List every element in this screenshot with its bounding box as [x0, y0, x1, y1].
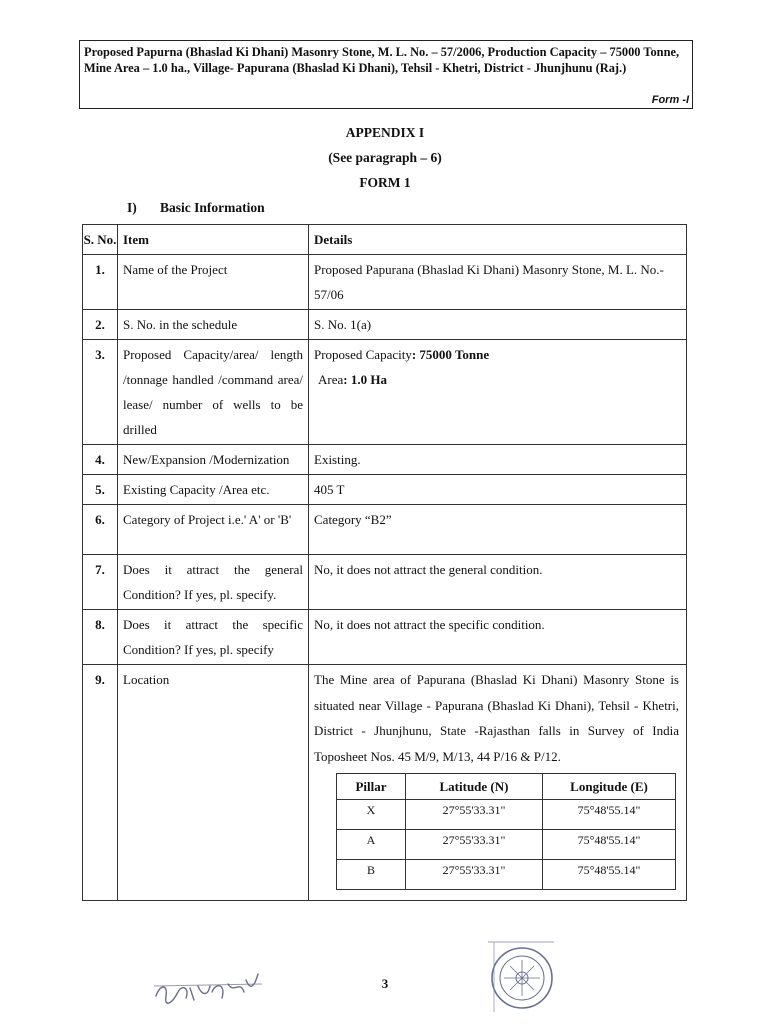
row-details — [309, 665, 687, 901]
pillar-id: B — [337, 860, 406, 890]
row-sno: 2. — [83, 310, 118, 340]
location-description: The Mine area of Papurana (Bhaslad Ki Dhani) Masonry Stone is situated near Village - Papurana (Bhaslad Ki Dhani), Tehsil - Khetri, District - Jhunjhunu, State -Rajasthan falls in Survey of India Toposheet Nos. 45 M/9, M/13, 44 P/16 & P/12. — [314, 672, 679, 764]
page-number: 3 — [381, 976, 389, 991]
row-details: No, it does not attract the specific condition. — [309, 610, 687, 665]
row-details: No, it does not attract the general condition. — [309, 555, 687, 610]
row-sno: 4. — [83, 445, 118, 475]
latitude-header: Latitude (N) — [406, 774, 543, 800]
row-item: Name of the Project — [118, 255, 309, 310]
section-heading — [127, 200, 265, 216]
pillar-id: X — [337, 800, 406, 830]
row-details — [309, 340, 687, 445]
row-sno: 8. — [83, 610, 118, 665]
document-header — [79, 40, 693, 109]
header-sno: S. No. — [83, 225, 118, 255]
row-details: 405 T — [309, 475, 687, 505]
pillar-header: Pillar — [337, 774, 406, 800]
row-details: Category “B2” — [309, 505, 687, 555]
appendix-title: APPENDIX I — [345, 125, 425, 140]
capacity-label: Proposed Capacity — [314, 347, 412, 362]
row-sno: 7. — [83, 555, 118, 610]
row-item: Location — [118, 665, 309, 901]
table-row — [83, 665, 687, 901]
basic-information-table — [82, 224, 687, 901]
table-row — [83, 310, 687, 340]
pillar-row — [337, 830, 676, 860]
pillar-longitude: 75°48'55.14" — [543, 860, 676, 890]
pillar-coordinates-table — [336, 773, 676, 890]
row-item: Category of Project i.e.' A' or 'B' — [118, 505, 309, 555]
table-row — [83, 340, 687, 445]
pillar-longitude: 75°48'55.14" — [543, 800, 676, 830]
pillar-latitude: 27°55'33.31" — [406, 800, 543, 830]
pillar-latitude: 27°55'33.31" — [406, 860, 543, 890]
row-details: Proposed Papurana (Bhaslad Ki Dhani) Masonry Stone, M. L. No.- 57/06 — [309, 255, 687, 310]
row-item: Existing Capacity /Area etc. — [118, 475, 309, 505]
row-sno: 6. — [83, 505, 118, 555]
area-line — [314, 367, 681, 392]
row-details: Existing. — [309, 445, 687, 475]
row-item: Does it attract the specific Condition? If yes, pl. specify — [118, 610, 309, 665]
signature-image — [150, 966, 270, 1010]
table-row — [83, 255, 687, 310]
table-row — [83, 505, 687, 555]
pillar-latitude: 27°55'33.31" — [406, 830, 543, 860]
header-details: Details — [309, 225, 687, 255]
row-sno: 3. — [83, 340, 118, 445]
paragraph-reference: (See paragraph – 6) — [328, 150, 442, 165]
table-row — [83, 475, 687, 505]
pillar-longitude: 75°48'55.14" — [543, 830, 676, 860]
row-item: Proposed Capacity/area/ length /tonnage handled /command area/ lease/ number of wells to be drilled — [118, 340, 309, 445]
pillar-row — [337, 860, 676, 890]
row-sno: 1. — [83, 255, 118, 310]
row-item: Does it attract the general Condition? If yes, pl. specify. — [118, 555, 309, 610]
header-text: Proposed Papurna (Bhaslad Ki Dhani) Masonry Stone, M. L. No. – 57/2006, Production Capacity – 75000 Tonne, Mine Area – 1.0 ha., Village- Papurana (Bhaslad Ki Dhani), Tehsil - Khetri, District - Jhunjhunu (Raj.) — [84, 45, 680, 75]
section-title: Basic Information — [160, 200, 265, 215]
seal-stamp-image — [484, 934, 564, 1018]
header-item: Item — [118, 225, 309, 255]
table-header-row — [83, 225, 687, 255]
area-label: Area — [318, 372, 344, 387]
capacity-value: : 75000 Tonne — [411, 347, 490, 362]
pillar-header-row — [337, 774, 676, 800]
table-row — [83, 610, 687, 665]
row-item: S. No. in the schedule — [118, 310, 309, 340]
form-label: Form -I — [651, 94, 689, 106]
capacity-line — [314, 342, 681, 367]
form-title: FORM 1 — [359, 175, 411, 190]
section-number: I) — [127, 200, 137, 215]
row-details: S. No. 1(a) — [309, 310, 687, 340]
row-sno: 5. — [83, 475, 118, 505]
table-row — [83, 555, 687, 610]
row-item: New/Expansion /Modernization — [118, 445, 309, 475]
row-sno: 9. — [83, 665, 118, 901]
table-row — [83, 445, 687, 475]
pillar-row — [337, 800, 676, 830]
longitude-header: Longitude (E) — [543, 774, 676, 800]
pillar-id: A — [337, 830, 406, 860]
area-value: : 1.0 Ha — [343, 372, 387, 387]
